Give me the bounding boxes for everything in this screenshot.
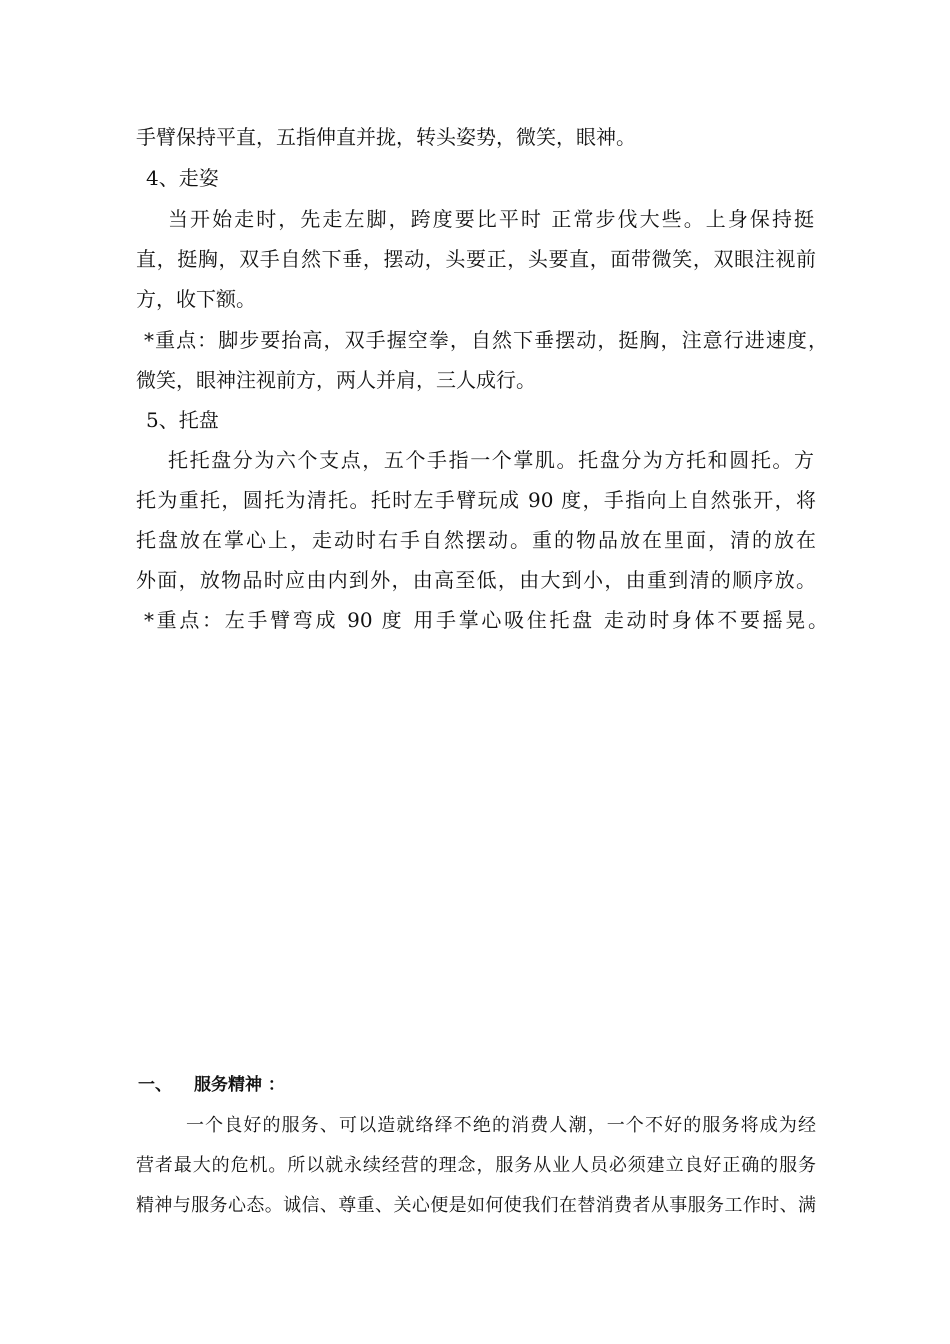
paragraph-line: 营者最大的危机。所以就永续经营的理念，服务从业人员必须建立良好正确的服务 [136,1155,816,1176]
paragraph-line: 直，挺胸，双手自然下垂，摆动，头要正，头要直，面带微笑，双眼注视前 [136,247,816,271]
paragraph-line: 托盘放在掌心上，走动时右手自然摆动。重的物品放在里面，清的放在 [136,528,816,552]
text-line: 手臂保持平直，五指伸直并拢，转头姿势，微笑，眼神。 [136,125,636,149]
section-number: 一、 [138,1075,172,1095]
item-heading-walking: 4、走姿 [146,166,219,190]
key-point-line: 微笑，眼神注视前方，两人并肩，三人成行。 [136,368,536,392]
section-title: 服务精神 ： [194,1075,285,1095]
paragraph-line: 方，收下额。 [136,287,256,311]
paragraph-line: 外面，放物品时应由内到外，由高至低，由大到小，由重到清的顺序放。 [136,568,816,592]
paragraph-line: 当开始走时，先走左脚，跨度要比平时 正常步伐大些。上身保持挺 [168,207,814,231]
paragraph-line: 精神与服务心态。诚信、尊重、关心便是如何使我们在替消费者从事服务工作时、满 [136,1195,816,1216]
paragraph-line: 托为重托，圆托为清托。托时左手臂玩成 90 度，手指向上自然张开，将 [136,488,816,512]
paragraph-line: 一个良好的服务、可以造就络绎不绝的消费人潮，一个不好的服务将成为经 [186,1115,816,1136]
key-point-line: *重点：左手臂弯成 90 度 用手掌心吸住托盘 走动时身体不要摇晃。 [144,608,828,632]
item-heading-tray: 5、托盘 [146,408,219,432]
key-point-line: *重点：脚步要抬高，双手握空拳，自然下垂摆动，挺胸，注意行进速度， [144,328,828,352]
paragraph-line: 托托盘分为六个支点，五个手指一个掌肌。托盘分为方托和圆托。方 [168,448,814,472]
